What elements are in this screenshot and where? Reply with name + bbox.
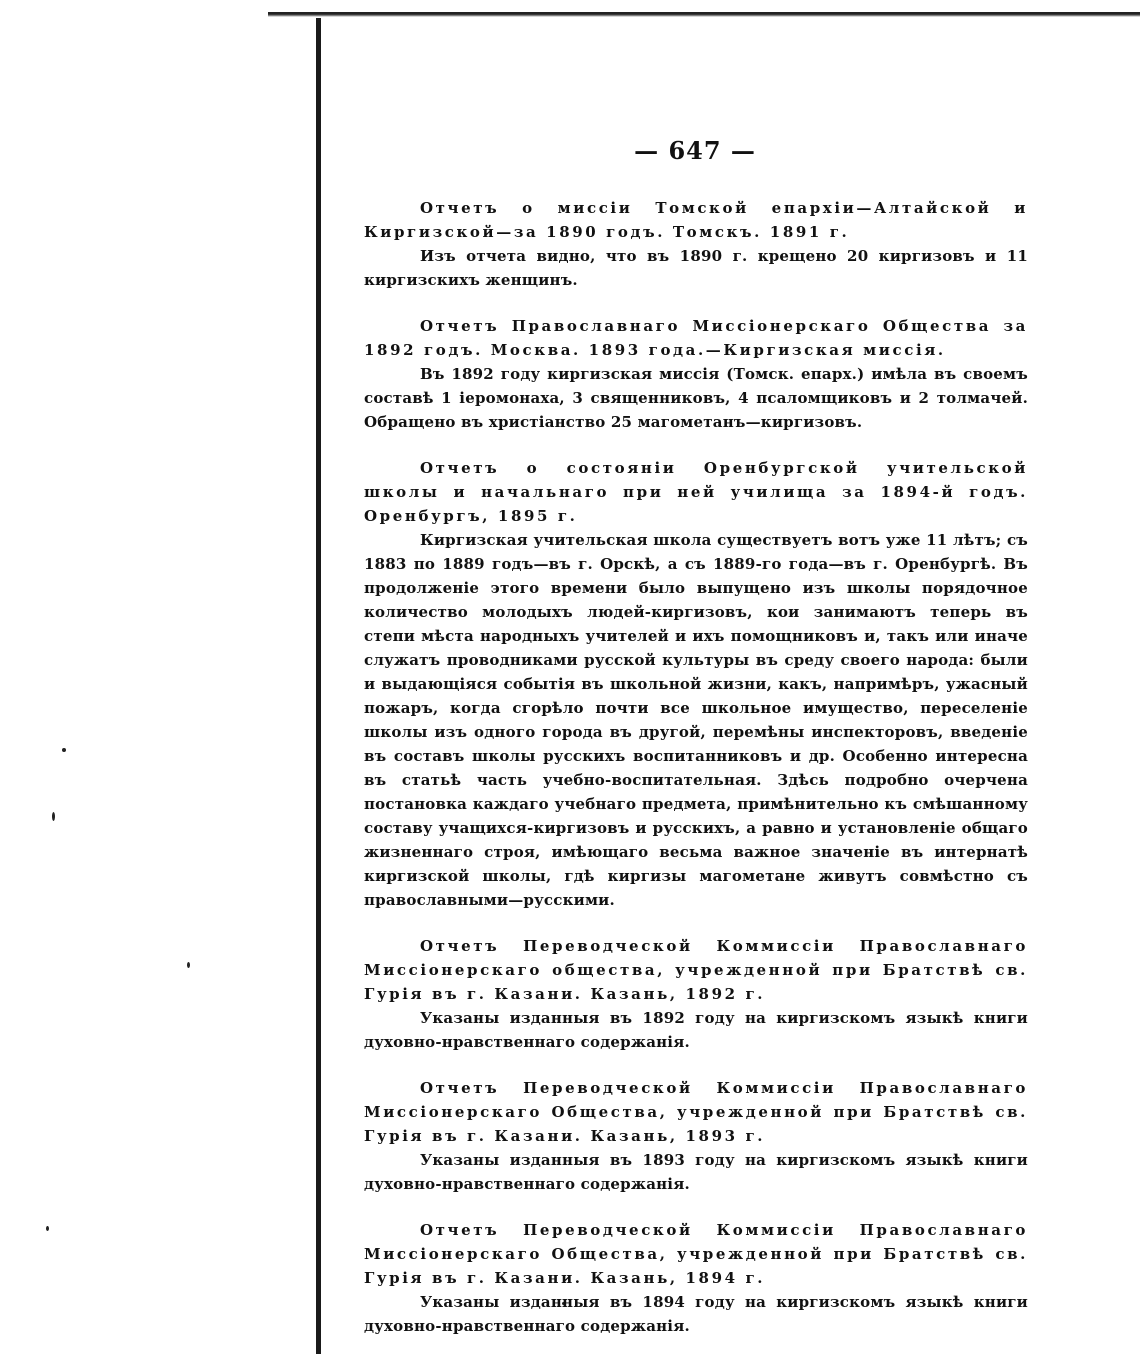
entry-title: Отчетъ о состояніи Оренбургской учительской школы и начальнаго при ней училища за 1894-й годъ. Оренбургъ, 1895 г. bbox=[364, 459, 1028, 525]
entry-body: Киргизская учительская школа существуетъ вотъ уже 11 лѣтъ; съ 1883 по 1889 годъ—въ г. Орскѣ, а съ 1889-го года—въ г. Оренбургѣ. Въ продолженіе этого времени было выпущено изъ школы порядочное количество молодыхъ людей-киргизовъ, кои занимаютъ теперь въ степи мѣста народныхъ учителей и ихъ помощниковъ и, такъ или иначе служатъ проводниками русской культуры въ среду своего народа: были и выдающіяся событія въ школьной жизни, какъ, напримѣръ, ужасный пожаръ, когда сгорѣло почти все школьное имущество, переселеніе школы изъ одного города въ другой, перемѣны инспекторовъ, введеніе въ составъ школы русскихъ воспитанниковъ и др. Особенно интересна въ статьѣ часть учебно-воспитательная. Здѣсь подробно очерчена постановка каждаго учебнаго предмета, примѣнительно къ смѣшанному составу учащихся-киргизовъ и русскихъ, а равно и установленіе общаго жизненнаго строя, имѣющаго весьма важное значеніе въ интернатѣ киргизской школы, гдѣ киргизы магометане живутъ совмѣстно съ православными—русскими. bbox=[364, 531, 1028, 909]
entry-title: Отчетъ Переводческой Коммиссіи Православнаго Миссіонерскаго Общества, учрежденной при Братствѣ св. Гурія въ г. Казани. Казань, 1894 г. bbox=[364, 1221, 1028, 1287]
entry-body: Указаны изданныя въ 1894 году на киргизскомъ языкѣ книги духовно-нравственнаго содержанія. bbox=[364, 1293, 1028, 1335]
scan-speck bbox=[187, 962, 190, 968]
scan-speck bbox=[52, 812, 55, 821]
entry-title: Отчетъ Переводческой Коммиссіи Православнаго Миссіонерскаго общества, учрежденной при Братствѣ св. Гурія въ г. Казани. Казань, 1892 г. bbox=[364, 937, 1028, 1003]
scan-speck bbox=[46, 1226, 49, 1231]
bibliography-entry bbox=[364, 196, 1028, 292]
bibliography-entry bbox=[364, 1076, 1028, 1196]
entry-body: Указаны изданныя въ 1892 году на киргизскомъ языкѣ книги духовно-нравственнаго содержанія. bbox=[364, 1009, 1028, 1051]
entry-body: Изъ отчета видно, что въ 1890 г. крещено 20 киргизовъ и 11 киргизскихъ женщинъ. bbox=[364, 247, 1028, 289]
bibliography-entry bbox=[364, 314, 1028, 434]
book-spine-shadow bbox=[316, 18, 321, 1354]
entry-body: Въ 1892 году киргизская миссія (Томск. епарх.) имѣла въ своемъ составѣ 1 іеромонаха, 3 священниковъ, 4 псаломщиковъ и 2 толмачей. Обращено въ христіанство 25 магометанъ—киргизовъ. bbox=[364, 365, 1028, 431]
entry-body: Указаны изданныя въ 1893 году на киргизскомъ языкѣ книги духовно-нравственнаго содержанія. bbox=[364, 1151, 1028, 1193]
bibliography-entry bbox=[364, 934, 1028, 1054]
entry-title: Отчетъ Переводческой Коммиссіи Православнаго Миссіонерскаго Общества, учрежденной при Братствѣ св. Гурія въ г. Казани. Казань, 1893 г. bbox=[364, 1079, 1028, 1145]
page-number: — 647 — bbox=[634, 136, 756, 165]
scan-speck bbox=[62, 748, 66, 752]
page-content bbox=[364, 196, 1028, 1360]
top-edge-rule bbox=[268, 12, 1140, 17]
entry-title: Отчетъ Православнаго Миссіонерскаго Общества за 1892 годъ. Москва. 1893 года.—Киргизская миссія. bbox=[364, 317, 1028, 359]
entry-title: Отчетъ о миссіи Томской епархіи—Алтайской и Киргизской—за 1890 годъ. Томскъ. 1891 г. bbox=[364, 199, 1028, 241]
bibliography-entry bbox=[364, 1218, 1028, 1338]
bibliography-entry bbox=[364, 456, 1028, 912]
